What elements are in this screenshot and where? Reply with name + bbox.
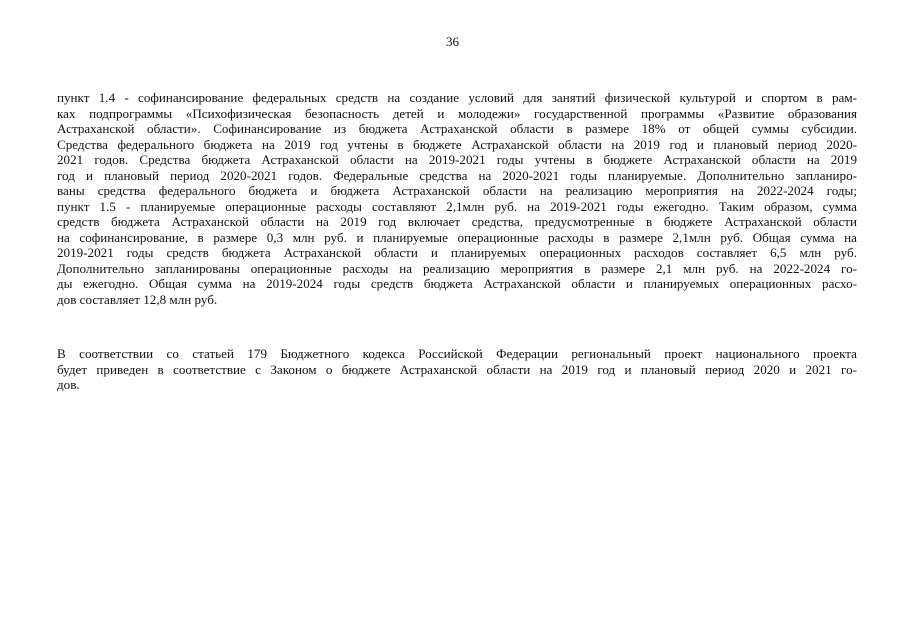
text-line: пункт 1.5 - планируемые операционные расходы составляют 2,1млн руб. на 2019-2021 годы ежегодно. Таким образом, сумма xyxy=(57,198,857,214)
text-line: будет приведен в соответствие с Законом о бюджете Астраханской области на 2019 год и плановый период 2020 и 2021 го- xyxy=(57,361,857,377)
text-line: В соответствии со статьей 179 Бюджетного кодекса Российской Федерации региональный проект национального проекта xyxy=(57,346,857,361)
text-line: Средства федерального бюджета на 2019 год учтены в бюджете Астраханской области на 2019 год и плановый период 2020- xyxy=(57,136,857,152)
page-number: 36 xyxy=(446,34,459,49)
text-line: ваны средства федерального бюджета и бюджета Астраханской области на реализацию мероприятия на 2022-2024 годы; xyxy=(57,183,857,198)
text-line: пункт 1.4 - софинансирование федеральных средств на создание условий для занятий физической культурой и спортом в рам- xyxy=(57,90,857,105)
text-line: дов составляет 12,8 млн руб. xyxy=(57,291,218,307)
paragraph-funding-details xyxy=(57,90,857,307)
text-line: год и плановый период 2020-2021 годов. Федеральные средства на 2020-2021 годы планируемые. Дополнительно запланиро- xyxy=(57,167,857,183)
text-line: 2019-2021 годы средств бюджета Астраханской области и планируемых операционных расходов составляет 6,5 млн руб. xyxy=(57,245,857,260)
text-line: средств бюджета Астраханской области на 2019 год включает средства, предусмотренные в бюджете Астраханской области xyxy=(57,214,857,229)
text-line: дов. xyxy=(57,377,80,392)
paragraph-budget-code-reference xyxy=(57,346,857,393)
text-line: 2021 годов. Средства бюджета Астраханской области на 2019-2021 годы учтены в бюджете Астраханской области на 2019 xyxy=(57,152,857,167)
text-line: Дополнительно запланированы операционные расходы на реализацию мероприятия в размере 2,1 млн руб. на 2022-2024 го- xyxy=(57,260,857,276)
text-line: на софинансирование, в размере 0,3 млн руб. и планируемые операционные расходы в размере 2,1млн руб. Общая сумма на xyxy=(57,229,857,245)
text-line: Астраханской области». Софинансирование из бюджета Астраханской области в размере 18% от общей суммы субсидии. xyxy=(57,121,857,136)
text-line: ды ежегодно. Общая сумма на 2019-2024 годы средств бюджета Астраханской области и планируемых операционных расхо- xyxy=(57,276,857,291)
text-line: ках подпрограммы «Психофизическая безопасность детей и молодежи» государственной программы «Развитие образования xyxy=(57,105,857,121)
